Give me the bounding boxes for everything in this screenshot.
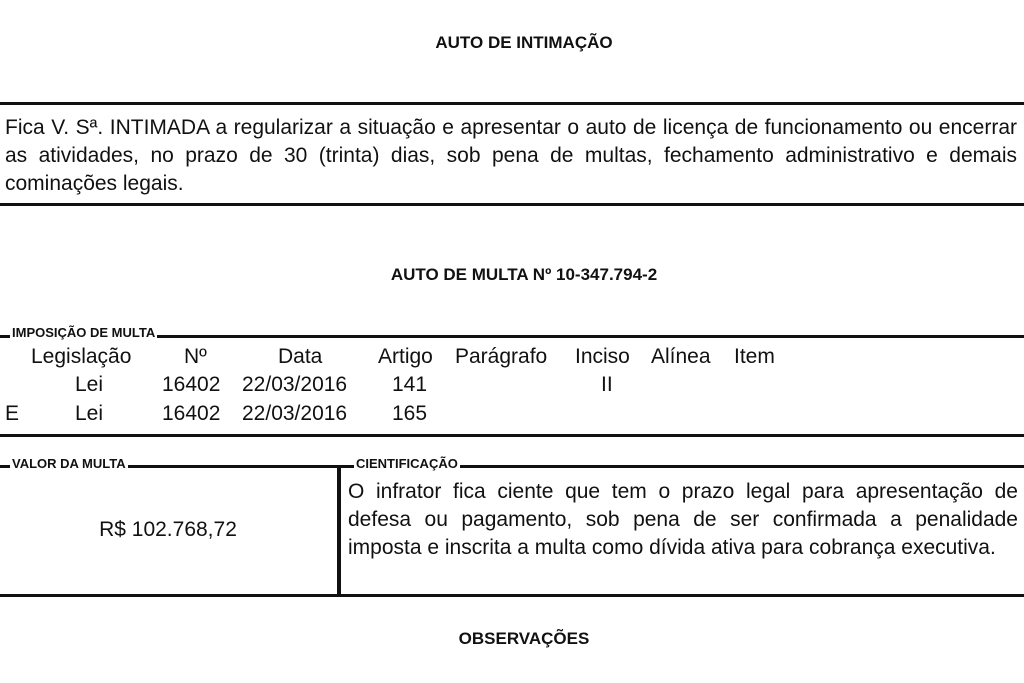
valor-legend: VALOR DA MULTA	[12, 456, 126, 471]
row-1-artigo: 141	[392, 373, 428, 396]
row-1-inciso: II	[601, 373, 613, 396]
row-2-numero: 16402	[162, 402, 221, 425]
intimacao-text: Fica V. Sª. INTIMADA a regularizar a situação e apresentar o auto de licença de funcionamento ou encerrar as atividades, no prazo de 30 (trinta) dias, sob pena de multas, fechamento administrativo e demais cominações legais.	[5, 116, 1017, 195]
row-2-artigo: 165	[392, 402, 428, 425]
section-divider	[337, 465, 341, 597]
row-2-data: 22/03/2016	[242, 402, 348, 425]
valor-amount: R$ 102.768,72	[99, 518, 237, 541]
header-alinea: Alínea	[651, 345, 711, 368]
heading-auto-multa: AUTO DE MULTA Nº 10-347.794-2	[390, 265, 658, 284]
bottom-rule	[0, 594, 1024, 597]
header-inciso: Inciso	[575, 345, 630, 368]
row-1-data: 22/03/2016	[242, 373, 348, 396]
row-2-prefix: E	[5, 402, 20, 425]
heading-observacoes: OBSERVAÇÕES	[458, 629, 590, 648]
row-1-legislacao: Lei	[75, 373, 104, 396]
imposicao-bottom-rule	[0, 434, 1024, 437]
intimacao-box	[0, 102, 1024, 206]
cientificacao-legend: CIENTIFICAÇÃO	[356, 456, 458, 471]
cientificacao-text: O infrator fica ciente que tem o prazo legal para apresentação de defesa ou pagamento, sob pena de ser confirmada a penalidade imposta e inscrita a multa como dívida ativa para cobrança executiva.	[348, 480, 1018, 559]
heading-auto-intimacao: AUTO DE INTIMAÇÃO	[435, 33, 613, 52]
header-item: Item	[734, 345, 775, 368]
header-data: Data	[278, 345, 323, 368]
row-1-numero: 16402	[162, 373, 221, 396]
row-2-legislacao: Lei	[75, 402, 104, 425]
header-numero: Nº	[184, 345, 207, 368]
header-artigo: Artigo	[378, 345, 433, 368]
imposicao-legend: IMPOSIÇÃO DE MULTA	[12, 325, 156, 340]
header-paragrafo: Parágrafo	[455, 345, 548, 368]
header-legislacao: Legislação	[31, 345, 132, 368]
